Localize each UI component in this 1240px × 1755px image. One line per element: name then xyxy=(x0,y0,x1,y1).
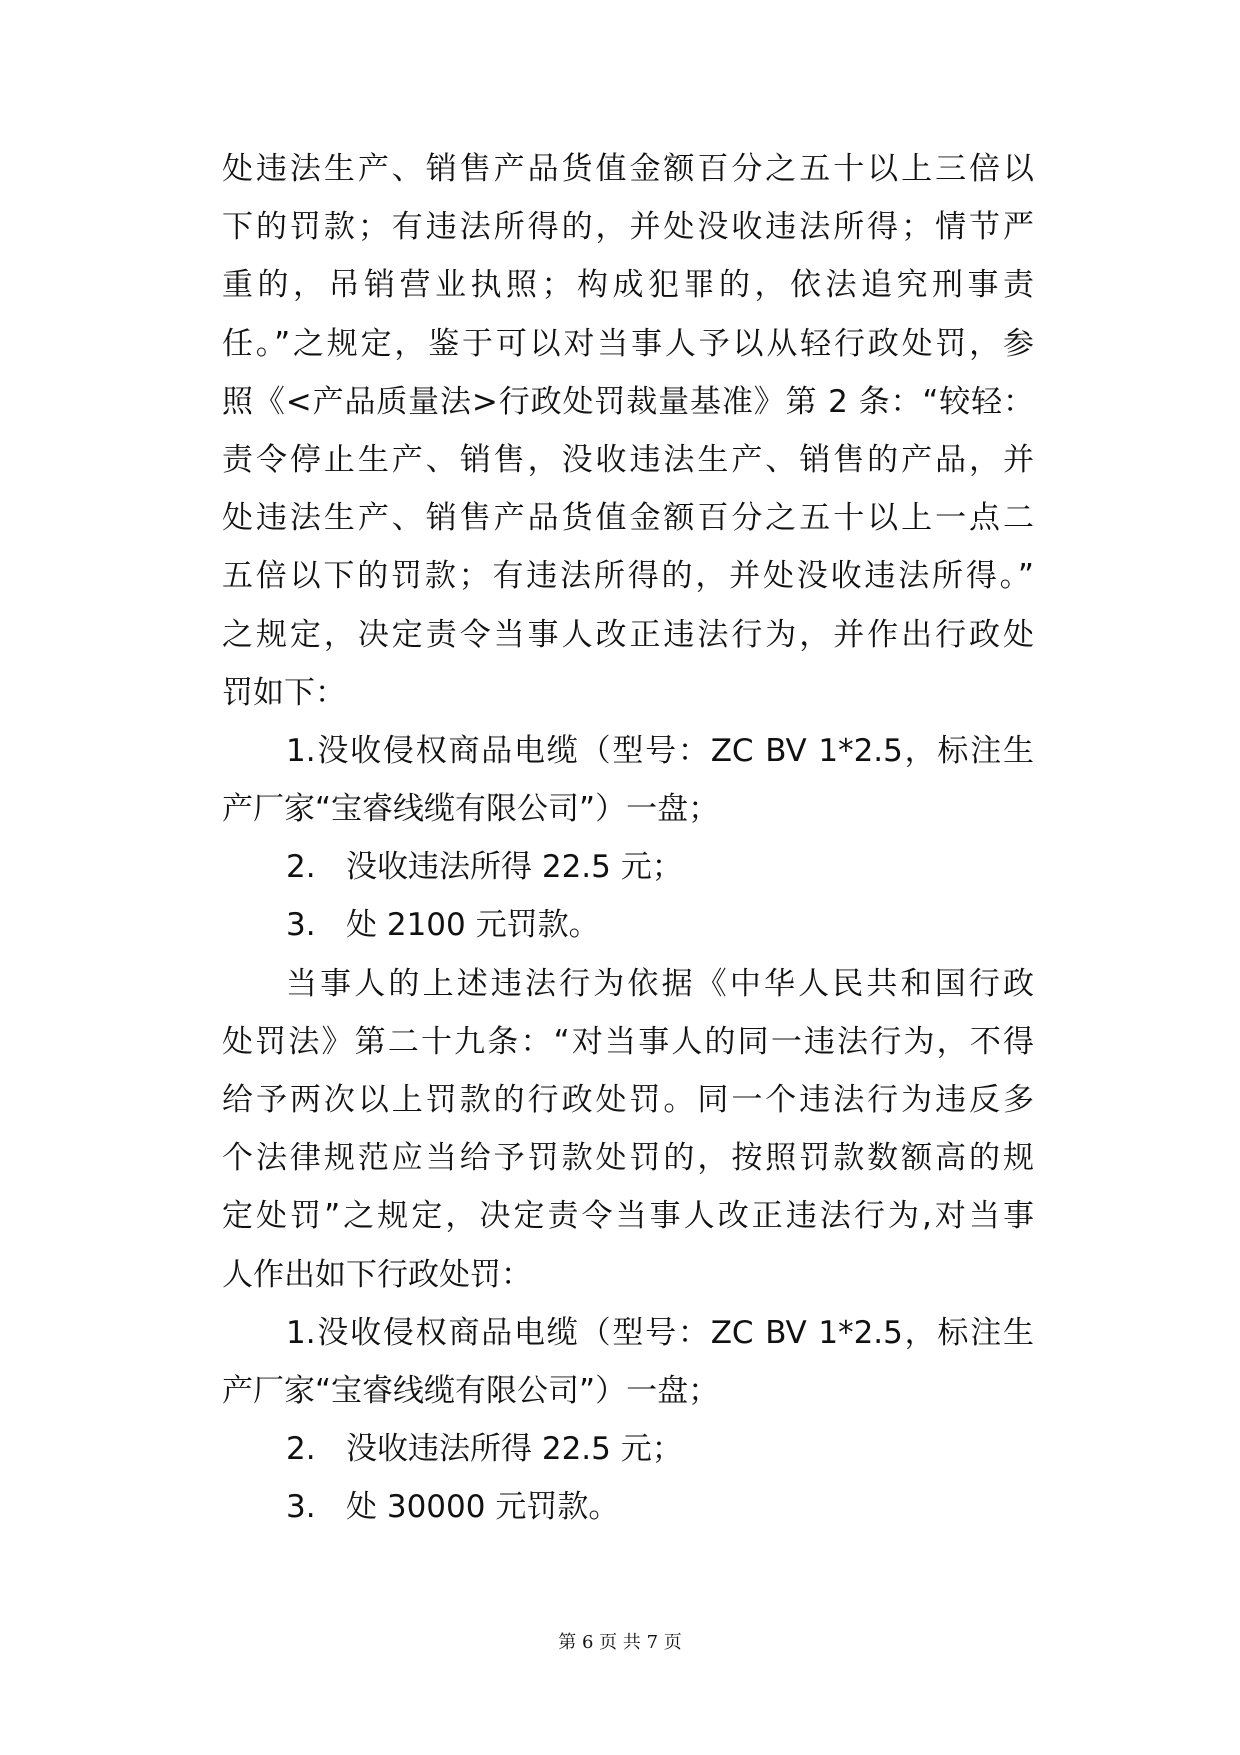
text-line: 定处罚”之规定，决定责令当事人改正违法行为,对当事 xyxy=(222,1198,1034,1235)
text-line: 任。”之规定，鉴于可以对当事人予以从轻行政处罚，参 xyxy=(222,325,1034,362)
text-line: 个法律规范应当给予罚款处罚的，按照罚款数额高的规 xyxy=(222,1140,1034,1177)
page-number-label: 第 6 页 共 7 页 xyxy=(558,1632,682,1653)
text-line: 五倍以下的罚款；有违法所得的，并处没收违法所得。” xyxy=(222,558,1034,595)
text-line: 处罚法》第二十九条：“对当事人的同一违法行为，不得 xyxy=(222,1023,1034,1060)
document-body xyxy=(222,140,1034,1537)
penalty-list-2 xyxy=(222,1304,1034,1537)
list-item-text: 没收违法所得 22.5 元； xyxy=(346,849,683,886)
text-line: 给予两次以上罚款的行政处罚。同一个违法行为违反多 xyxy=(222,1082,1034,1118)
page-footer xyxy=(0,1628,1240,1654)
text-line: 处违法生产、销售产品货值金额百分之五十以上三倍以 xyxy=(222,151,1034,187)
list-item-number: 2. xyxy=(286,1431,316,1468)
penalty-list-1 xyxy=(222,722,1034,955)
list-item xyxy=(222,896,1034,954)
text-line: 责令停止生产、销售，没收违法生产、销售的产品，并 xyxy=(222,441,1034,478)
list-item xyxy=(222,1478,1034,1536)
paragraph-merged-penalty xyxy=(222,955,1034,1304)
text-line: 照《<产品质量法>行政处罚裁量基准》第 2 条：“较轻： xyxy=(222,383,1034,420)
list-item-number: 3. xyxy=(286,907,316,944)
list-item-line: 产厂家“宝睿线缆有限公司”）一盘； xyxy=(222,1372,720,1409)
paragraph-penalty-basis xyxy=(222,140,1034,722)
list-item-text: 处 2100 元罚款。 xyxy=(346,907,600,944)
list-item xyxy=(222,1420,1034,1478)
list-item-text: 处 30000 元罚款。 xyxy=(346,1489,620,1526)
list-item-text: 没收违法所得 22.5 元； xyxy=(346,1431,683,1468)
text-line: 人作出如下行政处罚： xyxy=(222,1256,532,1293)
list-item-number: 2. xyxy=(286,849,316,886)
text-line: 之规定，决定责令当事人改正违法行为，并作出行政处 xyxy=(222,616,1034,653)
text-line: 下的罚款；有违法所得的，并处没收违法所得；情节严 xyxy=(222,209,1034,246)
list-item-line: 产厂家“宝睿线缆有限公司”）一盘； xyxy=(222,791,720,828)
text-line: 当事人的上述违法行为依据《中华人民共和国行政 xyxy=(286,965,1034,1002)
list-item-line: 1.没收侵权商品电缆（型号：ZC BV 1*2.5，标注生 xyxy=(286,1314,1034,1351)
list-item-line: 1.没收侵权商品电缆（型号：ZC BV 1*2.5，标注生 xyxy=(286,732,1034,769)
text-line: 重的，吊销营业执照；构成犯罪的，依法追究刑事责 xyxy=(222,267,1034,304)
list-item xyxy=(222,838,1034,896)
text-line: 罚如下： xyxy=(222,674,346,711)
text-line: 处违法生产、销售产品货值金额百分之五十以上一点二 xyxy=(222,500,1034,537)
list-item-number: 3. xyxy=(286,1489,316,1526)
